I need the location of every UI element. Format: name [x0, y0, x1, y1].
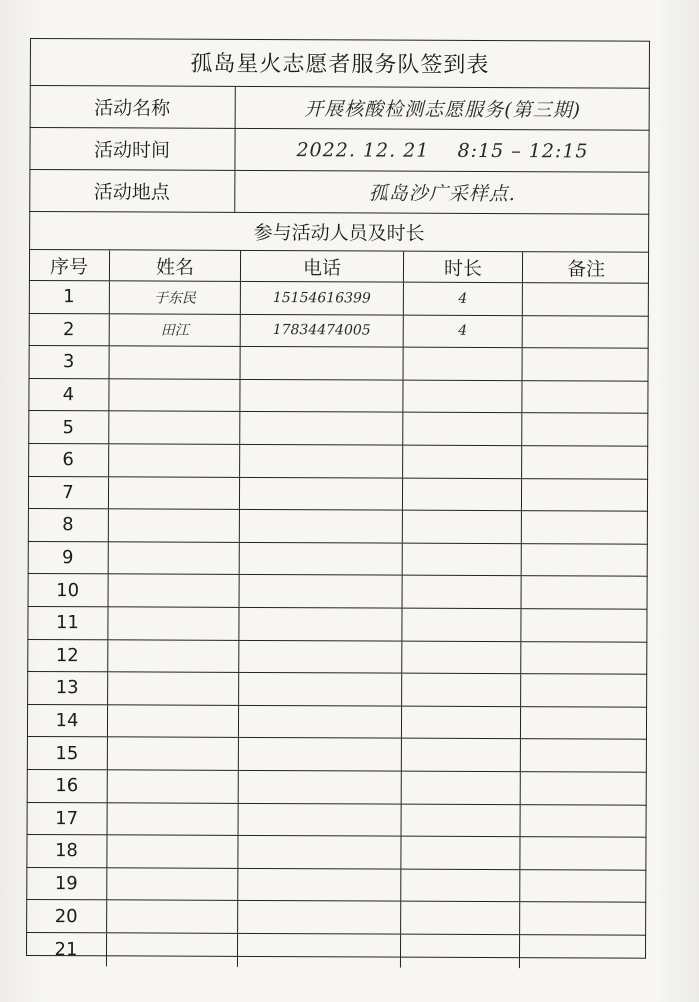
cell-no: 16	[55, 775, 79, 797]
table-row	[27, 640, 647, 675]
table-row	[27, 705, 647, 740]
cell-phone	[237, 836, 400, 868]
cell-hours	[401, 641, 520, 673]
cell-name	[108, 379, 239, 411]
cell-no: 19	[54, 873, 78, 895]
cell-name	[108, 412, 239, 444]
cell-name	[107, 738, 238, 770]
cell-note	[520, 674, 647, 706]
section-title: 参与活动人员及时长	[253, 221, 425, 245]
table-row	[28, 379, 648, 414]
info-row-time	[29, 128, 649, 173]
table-row	[29, 314, 649, 349]
section-title-row	[29, 212, 649, 253]
table-row	[26, 933, 646, 968]
cell-note	[520, 642, 647, 674]
cell-phone	[238, 706, 401, 738]
table-row	[27, 770, 647, 805]
cell-name	[107, 673, 238, 705]
cell-hours	[402, 380, 521, 412]
table-row	[27, 737, 647, 772]
cell-no: 6	[62, 449, 74, 471]
sign-in-sheet	[26, 38, 650, 959]
table-row	[26, 900, 646, 935]
cell-phone	[240, 347, 403, 379]
cell-no: 8	[62, 514, 74, 536]
cell-phone	[239, 543, 402, 575]
activity-name-value: 开展核酸检测志愿服务(第三期)	[235, 87, 650, 130]
cell-phone	[239, 380, 402, 412]
cell-name	[107, 607, 238, 639]
cell-hours	[402, 543, 521, 575]
cell-phone	[238, 641, 401, 673]
cell-no: 20	[54, 905, 78, 927]
cell-phone	[239, 412, 402, 444]
cell-hours	[400, 837, 519, 869]
cell-phone	[238, 738, 401, 770]
cell-phone	[238, 673, 401, 705]
cell-name	[107, 705, 238, 737]
cell-name	[108, 477, 239, 509]
cell-no: 4	[62, 384, 75, 406]
cell-phone	[239, 575, 402, 607]
cell-note	[522, 316, 649, 348]
cell-no: 1	[63, 286, 75, 308]
cell-phone	[238, 771, 401, 803]
cell-no: 10	[56, 579, 80, 601]
cell-note	[520, 772, 647, 804]
cell-note	[521, 479, 648, 511]
table-row	[28, 477, 648, 512]
cell-name	[106, 933, 237, 966]
cell-no: 15	[55, 742, 79, 764]
cell-hours	[401, 609, 520, 641]
cell-no: 2	[62, 319, 75, 341]
cell-no: 21	[54, 938, 78, 961]
cell-name	[106, 901, 237, 933]
cell-note	[521, 511, 648, 543]
cell-no: 7	[62, 482, 74, 504]
cell-hours	[400, 935, 519, 968]
cell-note	[522, 348, 649, 380]
col-header-no: 序号	[49, 255, 89, 278]
activity-name-label: 活动名称	[94, 97, 171, 120]
cell-no: 5	[62, 416, 75, 438]
table-row	[29, 281, 649, 316]
cell-hours	[402, 511, 521, 543]
cell-note	[521, 544, 648, 576]
cell-phone	[239, 478, 402, 510]
cell-no: 12	[55, 645, 79, 667]
cell-phone	[239, 445, 402, 477]
cell-phone: 15154616399	[240, 282, 403, 314]
cell-name	[108, 542, 239, 574]
cell-name	[106, 836, 237, 868]
table-row	[28, 411, 648, 446]
cell-note	[521, 414, 648, 446]
cell-no: 11	[55, 612, 79, 634]
cell-phone	[237, 901, 400, 933]
cell-note	[519, 837, 646, 869]
cell-no: 18	[54, 840, 78, 862]
cell-name	[108, 575, 239, 607]
cell-note	[522, 283, 649, 315]
cell-no: 3	[62, 351, 75, 373]
activity-time-label: 活动时间	[93, 139, 171, 162]
cell-name	[109, 347, 240, 379]
cell-no: 13	[55, 677, 79, 699]
cell-hours	[400, 869, 519, 901]
cell-note	[519, 935, 646, 968]
cell-hours	[403, 348, 522, 380]
table-row	[28, 509, 648, 544]
table-row	[28, 542, 648, 577]
table-row	[28, 574, 648, 609]
cell-phone	[239, 510, 402, 542]
cell-hours	[402, 413, 521, 445]
cell-note	[521, 577, 648, 609]
cell-hours	[402, 576, 521, 608]
cell-no: 9	[61, 547, 74, 569]
cell-note	[521, 381, 648, 413]
activity-place-value: 孤岛沙广采样点.	[234, 171, 649, 214]
cell-name	[108, 444, 239, 476]
cell-phone	[237, 869, 400, 901]
cell-note	[520, 740, 647, 772]
cell-phone: 17834474005	[240, 315, 403, 347]
cell-hours: 4	[403, 315, 522, 347]
title-row	[30, 38, 650, 89]
sheet-title: 孤岛星火志愿者服务队签到表	[190, 51, 490, 79]
cell-phone	[237, 934, 400, 967]
table-row	[26, 868, 646, 903]
cell-hours	[402, 478, 521, 510]
info-row-name	[30, 86, 650, 131]
cell-hours: 4	[403, 283, 522, 315]
cell-note	[520, 805, 647, 837]
cell-hours	[401, 706, 520, 738]
table-row	[27, 607, 647, 642]
cell-hours	[402, 446, 521, 478]
activity-place-label: 活动地点	[93, 181, 170, 204]
cell-hours	[401, 739, 520, 771]
col-header-name: 姓名	[109, 250, 240, 281]
cell-hours	[400, 902, 519, 934]
cell-phone	[238, 608, 401, 640]
col-header-hours: 时长	[403, 252, 522, 283]
cell-name	[108, 510, 239, 542]
cell-hours	[401, 772, 520, 804]
cell-note	[521, 446, 648, 478]
table-row	[28, 444, 648, 479]
table-row	[29, 346, 649, 381]
cell-no: 17	[55, 808, 79, 830]
cell-no: 14	[55, 710, 79, 732]
info-row-place	[29, 170, 649, 215]
activity-time-value: 2022. 12. 21 8:15 – 12:15	[234, 129, 649, 172]
cell-name	[107, 770, 238, 802]
cell-note	[520, 707, 647, 739]
cell-note	[520, 609, 647, 641]
cell-name: 于东民	[109, 281, 240, 313]
table-row	[27, 803, 647, 838]
table-row	[27, 672, 647, 707]
cell-hours	[401, 804, 520, 836]
cell-name	[107, 803, 238, 835]
cell-note	[519, 903, 646, 935]
table-row	[26, 835, 646, 870]
cell-name	[107, 640, 238, 672]
cell-hours	[401, 674, 520, 706]
cell-name	[106, 868, 237, 900]
cell-note	[519, 870, 646, 902]
col-header-note: 备注	[522, 252, 649, 283]
cell-phone	[238, 804, 401, 836]
col-header-phone: 电话	[240, 251, 403, 282]
cell-name: 田江	[109, 314, 240, 346]
column-header-row	[29, 250, 649, 284]
